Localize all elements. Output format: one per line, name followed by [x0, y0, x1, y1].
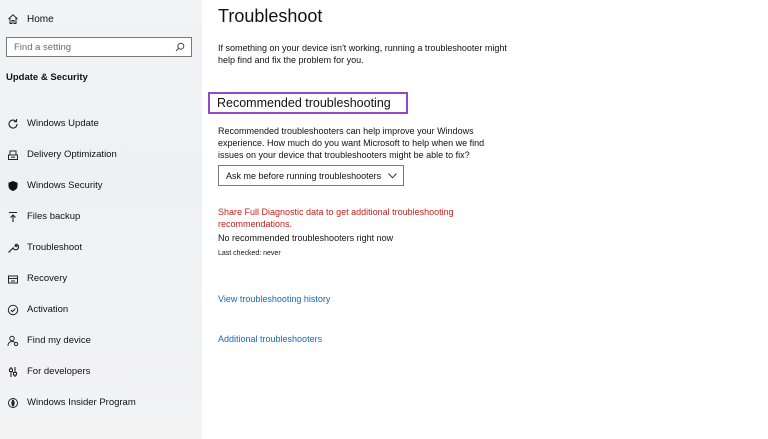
sidebar-item-label: Troubleshoot	[27, 242, 83, 253]
delivery-optimization-icon	[6, 148, 19, 161]
last-checked-text: Last checked: never	[218, 250, 281, 257]
sidebar-item-label: Recovery	[27, 273, 68, 284]
page-title: Troubleshoot	[218, 6, 323, 26]
shield-icon	[6, 179, 19, 192]
additional-troubleshooters-link[interactable]: Additional troubleshooters	[218, 334, 323, 344]
wrench-icon	[6, 241, 19, 254]
sidebar-item-label: Find my device	[27, 335, 91, 346]
sidebar-item-label: Activation	[27, 304, 69, 315]
sidebar-item-label: Windows Security	[27, 180, 103, 191]
view-history-link[interactable]: View troubleshooting history	[218, 294, 331, 304]
dropdown-selected-value: Ask me before running troubleshooters	[226, 170, 382, 181]
sidebar-item-windows-security[interactable]	[6, 170, 196, 201]
search-input[interactable]	[14, 42, 175, 53]
recommended-heading-highlight	[208, 92, 408, 114]
backup-arrow-icon	[6, 210, 19, 223]
sidebar-item-troubleshoot[interactable]	[6, 232, 196, 263]
sidebar-item-for-developers[interactable]	[6, 356, 196, 387]
recommended-description: Recommended troubleshooters can help improve your Windows experience. How much do you want Microsoft to help when we find issues on your device that troubleshooters might be able to fix?	[218, 126, 485, 160]
no-recommended-status: No recommended troubleshooters right now	[218, 233, 394, 243]
sidebar-nav	[6, 108, 196, 418]
sidebar-item-recovery[interactable]	[6, 263, 196, 294]
home-label: Home	[27, 13, 54, 25]
sidebar-item-windows-insider-program[interactable]	[6, 387, 196, 418]
recovery-icon	[6, 272, 19, 285]
search-icon[interactable]	[175, 42, 185, 52]
chevron-down-icon	[388, 171, 397, 181]
sidebar-item-label: Delivery Optimization	[27, 149, 117, 160]
diagnostic-data-link[interactable]: Share Full Diagnostic data to get additional troubleshooting recommendations.	[218, 207, 454, 229]
insider-icon	[6, 396, 19, 409]
recommended-heading: Recommended troubleshooting	[217, 96, 391, 110]
section-title: Update & Security	[6, 72, 88, 83]
sidebar-item-activation[interactable]	[6, 294, 196, 325]
sidebar-item-find-my-device[interactable]	[6, 325, 196, 356]
page-description: If something on your device isn't working, running a troubleshooter might help find and fix the problem for you.	[218, 43, 507, 65]
sidebar-item-delivery-optimization[interactable]	[6, 139, 196, 170]
sidebar-item-label: For developers	[27, 366, 91, 377]
sidebar-item-files-backup[interactable]	[6, 201, 196, 232]
sidebar-item-label: Files backup	[27, 211, 81, 222]
home-icon	[6, 13, 20, 25]
search-box[interactable]	[6, 37, 192, 57]
sidebar	[0, 0, 202, 439]
sidebar-item-windows-update[interactable]	[6, 108, 196, 139]
developer-tools-icon	[6, 365, 19, 378]
home-nav-item[interactable]	[6, 10, 54, 28]
sidebar-item-label: Windows Insider Program	[27, 397, 136, 408]
troubleshooter-preference-dropdown[interactable]	[218, 165, 404, 186]
refresh-icon	[6, 117, 19, 130]
activation-check-icon	[6, 303, 19, 316]
person-location-icon	[6, 334, 19, 347]
sidebar-item-label: Windows Update	[27, 118, 99, 129]
